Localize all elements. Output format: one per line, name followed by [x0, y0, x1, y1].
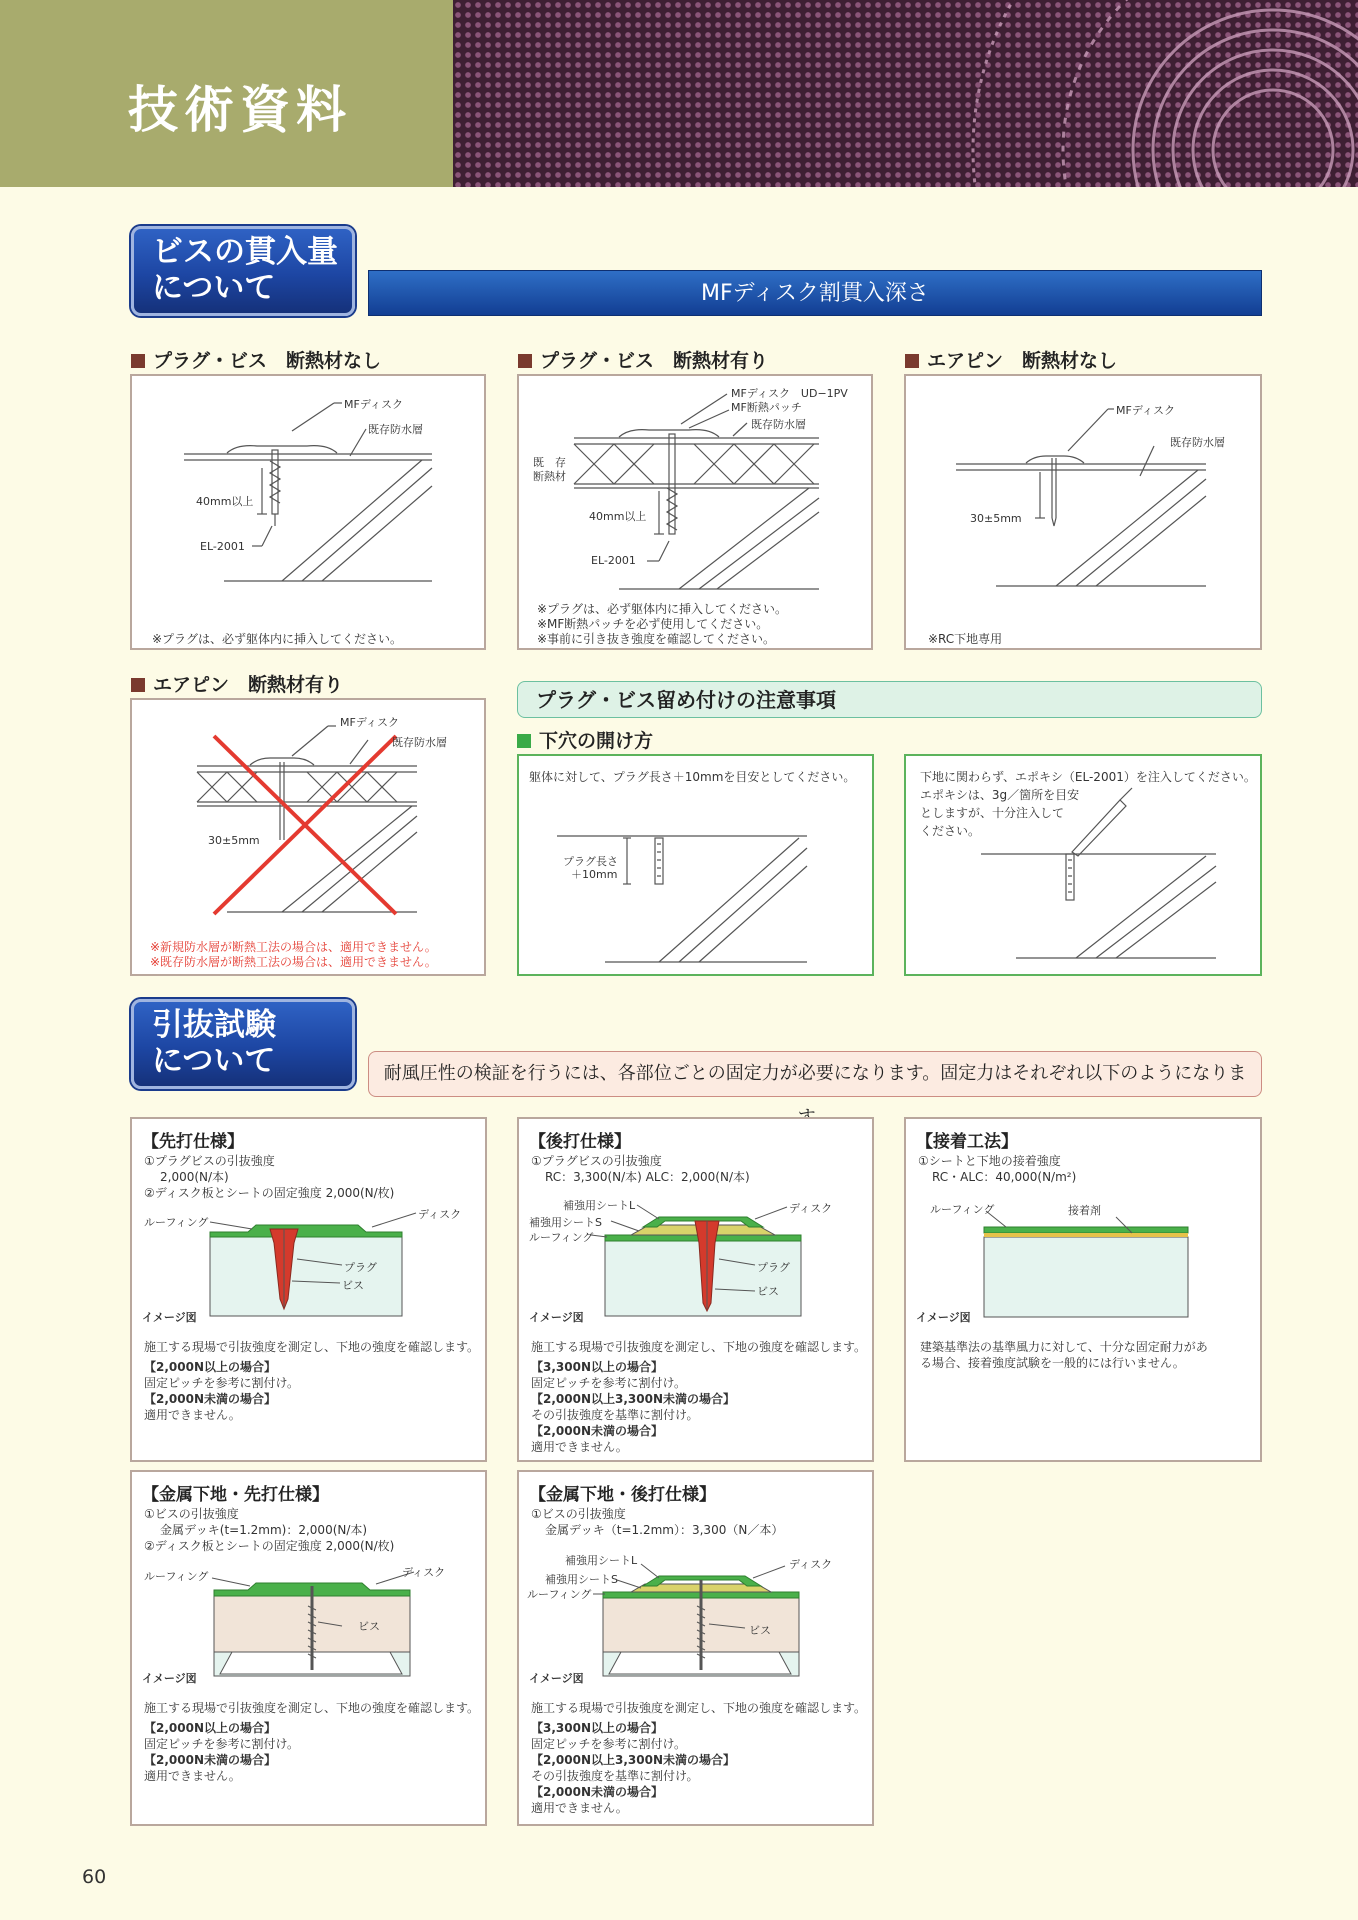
- p5-h2: 【2,000N以上3,300N未満の場合】: [531, 1753, 736, 1767]
- p5-t2: その引抜強度を基準に割付け。: [531, 1769, 699, 1783]
- p2-h2: 【2,000N以上3,300N未満の場合】: [531, 1392, 736, 1406]
- p1-label-disk: ディスク: [418, 1208, 462, 1221]
- p5-label-roofing: ルーフィング: [527, 1588, 592, 1601]
- p3-spec1: ①シートと下地の接着強度: [918, 1154, 1061, 1168]
- label-waterproof-d: 既存防水層: [392, 736, 447, 749]
- p5-h1: 【3,300N以上の場合】: [531, 1721, 664, 1735]
- diagram-airpin-no-insulation: [906, 376, 1260, 606]
- label-depth-30: 30±5mm: [970, 512, 1022, 525]
- label-depth-30-d: 30±5mm: [208, 834, 260, 847]
- panel-d-note1: ※新規防水層が断熱工法の場合は、適用できません。: [150, 940, 437, 954]
- p4-h1: 【2,000N以上の場合】: [144, 1721, 277, 1735]
- p3-spec2: RC・ALC：40,000(N/m²): [932, 1170, 1077, 1184]
- label-el2001-b: EL-2001: [591, 554, 636, 567]
- panel-metal-post-fasten: [517, 1470, 874, 1826]
- caution-heading: プラグ・ビス留め付けの注意事項: [517, 681, 1262, 718]
- p2-label-disk: ディスク: [789, 1202, 833, 1215]
- p5-label-disk: ディスク: [789, 1558, 833, 1571]
- p3-label-roofing: ルーフィング: [930, 1203, 995, 1216]
- p1-image-label: イメージ図: [142, 1311, 197, 1324]
- diagram-plug-insulation: [519, 376, 871, 596]
- panel-b-note1: ※プラグは、必ず躯体内に挿入してください。: [537, 602, 788, 616]
- label-waterproof-b: 既存防水層: [751, 418, 806, 431]
- p3-image-label: イメージ図: [916, 1311, 971, 1324]
- p3-text1: 建築基準法の基準風力に対して、十分な固定耐力があ: [920, 1340, 1208, 1354]
- p4-spec2: 金属デッキ(t=1.2mm)：2,000(N/本): [160, 1523, 368, 1537]
- mf-disk-bar: MFディスク割貫入深さ: [368, 270, 1262, 316]
- p1-label-plug: プラグ: [344, 1261, 377, 1274]
- p2-label-sheet-l: 補強用シートL: [563, 1199, 636, 1212]
- panel-airpin-no-insulation: [904, 374, 1262, 650]
- hole-title: 下穴の開け方: [517, 726, 653, 753]
- section-badge-pullout: [131, 999, 355, 1089]
- p2-t3: 適用できません。: [531, 1440, 628, 1454]
- hole-b-line3: としますが、十分注入して: [920, 806, 1065, 820]
- header-arcs: [453, 0, 1358, 187]
- diagram-plug-no-insulation: [132, 376, 484, 606]
- panel-post-fasten: [517, 1117, 874, 1462]
- p4-spec1: ①ビスの引抜強度: [144, 1507, 239, 1521]
- p3-text2: る場合、接着強度試験を一般的には行いません。: [920, 1356, 1185, 1370]
- p4-title: 【金属下地・先打仕様】: [142, 1485, 329, 1505]
- page-number: 60: [82, 1866, 107, 1888]
- p1-t2: 適用できません。: [144, 1408, 241, 1422]
- label-plug-length: プラグ長さ: [563, 855, 618, 868]
- p1-label-screw: ビス: [342, 1279, 364, 1292]
- label-depth-40: 40mm以上: [196, 495, 254, 508]
- p2-h1: 【3,300N以上の場合】: [531, 1360, 664, 1374]
- panel-metal-pre-fasten: [130, 1470, 487, 1826]
- panel-d-title: エアピン 断熱材有り: [131, 670, 343, 697]
- p5-image-label: イメージ図: [529, 1672, 584, 1685]
- p1-label-roofing: ルーフィング: [144, 1216, 209, 1229]
- label-mf-disk-c: MFディスク: [1116, 404, 1175, 417]
- p3-label-adhesive: 接着剤: [1068, 1204, 1101, 1217]
- p5-label-screw: ビス: [749, 1624, 771, 1637]
- label-mf-disk-d: MFディスク: [340, 716, 399, 729]
- label-insulation-2: 断熱材: [533, 470, 566, 483]
- label-insulation-1: 既 存: [533, 456, 566, 469]
- p1-h2: 【2,000N未満の場合】: [144, 1392, 277, 1406]
- panel-plug-no-insulation: [130, 374, 486, 650]
- p4-image-label: イメージ図: [142, 1672, 197, 1685]
- badge2-line1: 引抜試験: [152, 1007, 276, 1043]
- p2-spec2: RC：3,300(N/本) ALC：2,000(N/本): [545, 1170, 750, 1184]
- panel-b-note2: ※MF断熱パッチを必ず使用してください。: [537, 617, 769, 631]
- p5-text1: 施工する現場で引抜強度を測定し、下地の強度を確認します。: [531, 1701, 867, 1715]
- p5-t1: 固定ピッチを参考に割付け。: [531, 1737, 687, 1751]
- p2-label-screw: ビス: [757, 1285, 779, 1298]
- p2-label-sheet-s: 補強用シートS: [529, 1216, 602, 1229]
- p5-spec1: ①ビスの引抜強度: [531, 1507, 626, 1521]
- label-mf-disk: MFディスク: [344, 398, 403, 411]
- p5-label-sheet-s: 補強用シートS: [545, 1573, 618, 1586]
- hole-b-line2: エポキシは、3g／箇所を目安: [920, 788, 1080, 802]
- p3-title: 【接着工法】: [916, 1132, 1018, 1152]
- p4-text1: 施工する現場で引抜強度を測定し、下地の強度を確認します。: [144, 1701, 480, 1715]
- label-el2001: EL-2001: [200, 540, 245, 553]
- p2-text1: 施工する現場で引抜強度を測定し、下地の強度を確認します。: [531, 1340, 867, 1354]
- p5-h3: 【2,000N未満の場合】: [531, 1785, 664, 1799]
- p2-t1: 固定ピッチを参考に割付け。: [531, 1376, 687, 1390]
- p4-t1: 固定ピッチを参考に割付け。: [144, 1737, 300, 1751]
- pullout-intro: 耐風圧性の検証を行うには、各部位ごとの固定力が必要になります。固定力はそれぞれ以下のようになりま: [368, 1051, 1262, 1097]
- hole-b-line4: ください。: [920, 824, 981, 838]
- panel-airpin-insulation: [130, 698, 486, 976]
- badge-line2: について: [152, 270, 276, 306]
- hole-b-line1: 下地に関わらず、エポキシ（EL-2001）を注入してください。: [920, 770, 1256, 784]
- page-title: 技術資料: [128, 81, 352, 139]
- label-mf-disk-ud: MFディスク UD−1PV: [731, 387, 848, 400]
- p2-t2: その引抜強度を基準に割付け。: [531, 1408, 699, 1422]
- p1-h1: 【2,000N以上の場合】: [144, 1360, 277, 1374]
- p1-spec2: 2,000(N/本): [160, 1170, 229, 1184]
- p5-title: 【金属下地・後打仕様】: [529, 1485, 716, 1505]
- p1-spec1: ①プラグビスの引抜強度: [144, 1154, 275, 1168]
- p4-spec3: ②ディスク板とシートの固定強度 2,000(N/枚): [144, 1539, 395, 1553]
- p4-t2: 適用できません。: [144, 1769, 241, 1783]
- label-mf-patch: MF断熱パッチ: [731, 401, 802, 414]
- badge2-line2: について: [152, 1043, 276, 1079]
- p2-h3: 【2,000N未満の場合】: [531, 1424, 664, 1438]
- badge-line1: ビスの貫入量: [152, 234, 338, 270]
- p2-label-roofing: ルーフィング: [529, 1231, 594, 1244]
- p2-spec1: ①プラグビスの引抜強度: [531, 1154, 662, 1168]
- panel-hole-depth: [517, 754, 874, 976]
- panel-d-note2: ※既存防水層が断熱工法の場合は、適用できません。: [150, 955, 437, 969]
- label-waterproof-c: 既存防水層: [1170, 436, 1225, 449]
- panel-c-title: エアピン 断熱材なし: [905, 346, 1117, 373]
- p2-label-plug: プラグ: [757, 1261, 790, 1274]
- p4-h2: 【2,000N未満の場合】: [144, 1753, 277, 1767]
- label-plus-10mm: ＋10mm: [571, 868, 618, 881]
- p2-image-label: イメージ図: [529, 1311, 584, 1324]
- p1-title: 【先打仕様】: [142, 1132, 244, 1152]
- p4-label-disk: ディスク: [402, 1566, 446, 1579]
- p1-t1: 固定ピッチを参考に割付け。: [144, 1376, 300, 1390]
- panel-plug-insulation: [517, 374, 873, 650]
- p1-spec3: ②ディスク板とシートの固定強度 2,000(N/枚): [144, 1186, 395, 1200]
- header-decoration: [453, 0, 1358, 187]
- panel-a-title: プラグ・ビス 断熱材なし: [131, 346, 381, 373]
- panel-epoxy-injection: [904, 754, 1262, 976]
- label-depth-40-b: 40mm以上: [589, 510, 647, 523]
- panel-b-title: プラグ・ビス 断熱材有り: [518, 346, 768, 373]
- p5-spec2: 金属デッキ（t=1.2mm）：3,300（N／本）: [545, 1523, 784, 1537]
- diagram-epoxy-injection: [906, 756, 1260, 974]
- not-applicable-x: [214, 736, 396, 914]
- p4-label-roofing: ルーフィング: [144, 1570, 209, 1583]
- panel-c-note: ※RC下地専用: [928, 632, 1003, 646]
- label-waterproof: 既存防水層: [368, 423, 423, 436]
- p4-label-screw: ビス: [358, 1620, 380, 1633]
- section-badge-screw: [131, 226, 355, 316]
- p2-title: 【後打仕様】: [529, 1132, 631, 1152]
- panel-adhesive: [904, 1117, 1262, 1462]
- p5-label-sheet-l: 補強用シートL: [565, 1554, 638, 1567]
- p1-text1: 施工する現場で引抜強度を測定し、下地の強度を確認します。: [144, 1340, 480, 1354]
- panel-a-note: ※プラグは、必ず躯体内に挿入してください。: [152, 632, 403, 646]
- panel-b-note3: ※事前に引き抜き強度を確認してください。: [537, 632, 776, 646]
- p5-t3: 適用できません。: [531, 1801, 628, 1815]
- panel-pre-fasten: [130, 1117, 487, 1462]
- hole-a-text: 躯体に対して、プラグ長さ＋10mmを目安としてください。: [529, 770, 856, 784]
